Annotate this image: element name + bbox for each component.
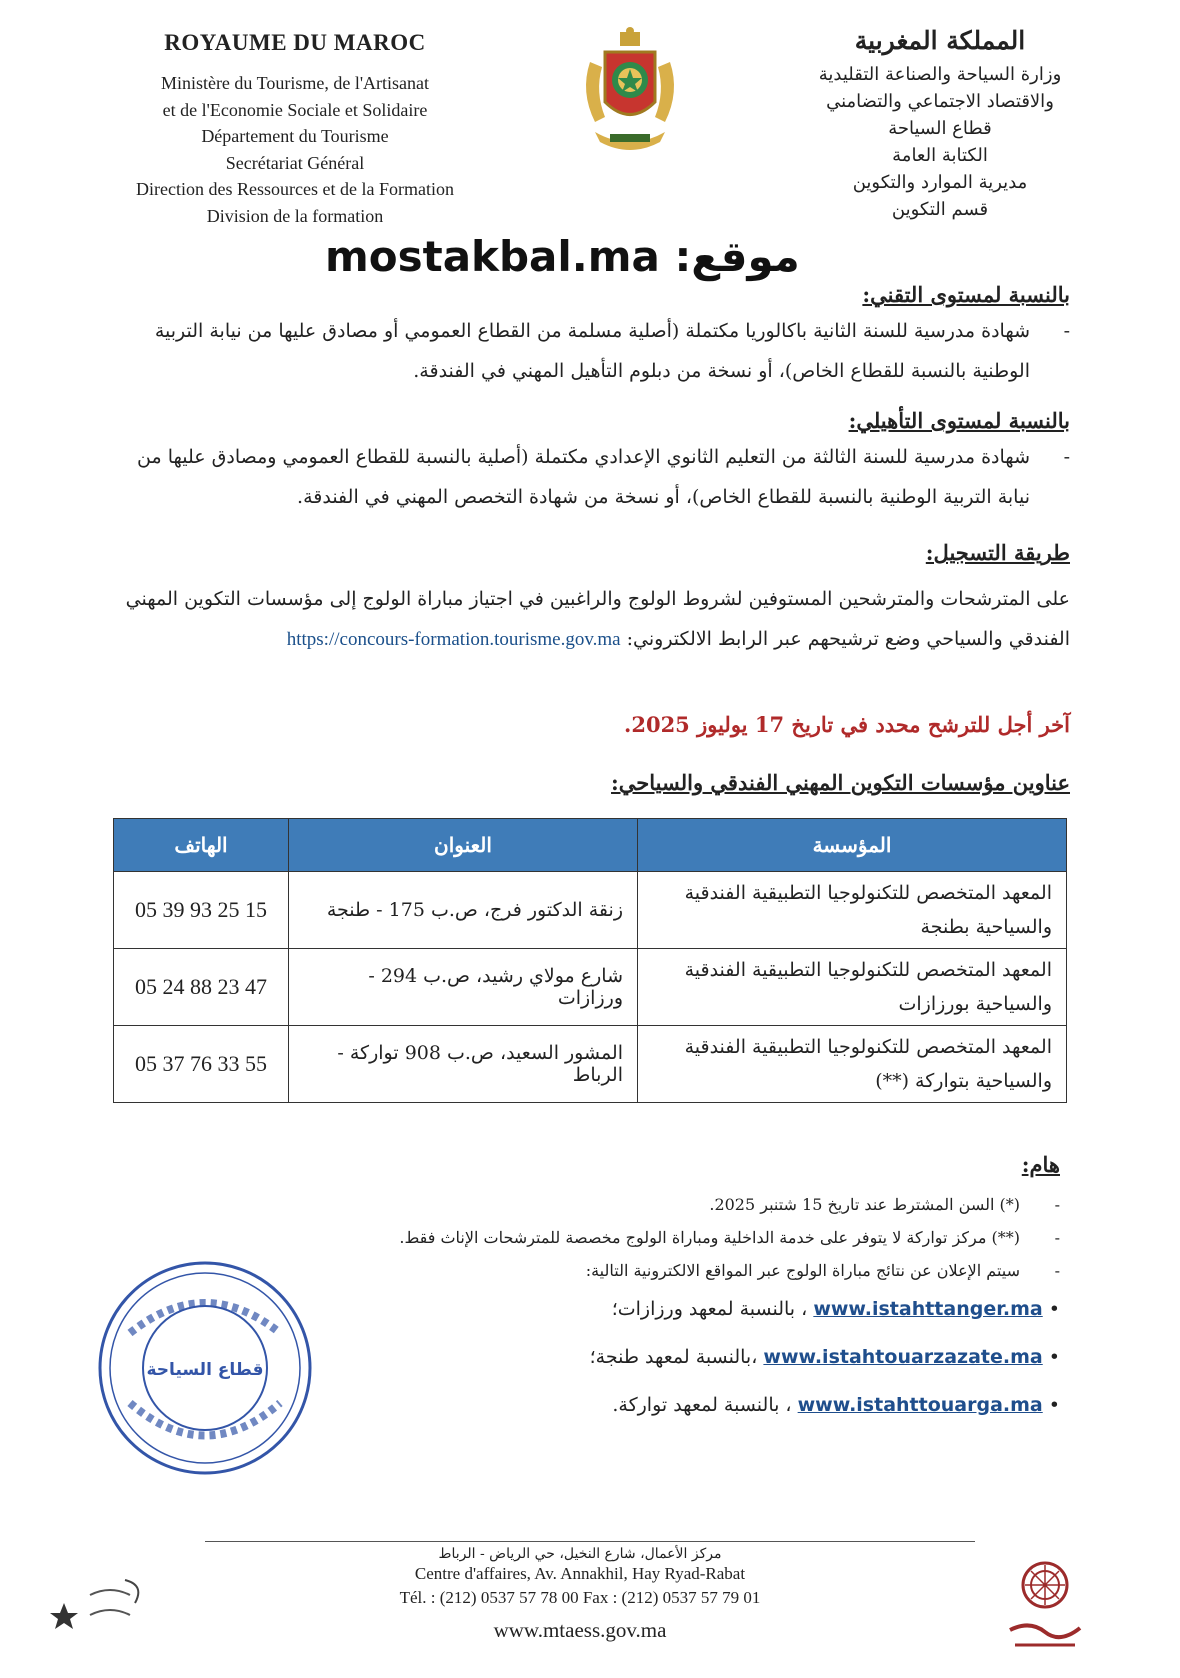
institution-name: المعهد المتخصص للتكنولوجيا التطبيقية الفندقية والسياحية بتواركة (**) <box>638 1026 1067 1103</box>
table-row <box>114 872 1067 949</box>
footer-website[interactable]: www.mtaess.gov.ma <box>493 1618 667 1642</box>
qualification-text: - شهادة مدرسية للسنة الثالثة من التعليم الثانوي الإعدادي مكتملة (أصلية بالنسبة للقطاع العمومي ومصادق عليها من نيابة التربية الوطنية بالنسبة للقطاع الخاص)، أو نسخة من شهادة التخصص المهني في الفندقة. <box>110 437 1070 517</box>
deadline: آخر أجل للترشح محدد في تاريخ 17 يوليوز 2025. <box>624 712 1070 737</box>
footer-address-ar: مركز الأعمال، شارع النخيل، حي الرياض - الرباط <box>438 1546 722 1562</box>
header-ar-line: قطاع السياحة <box>888 118 992 139</box>
official-stamp-icon <box>90 1253 320 1483</box>
bullet-dot: • <box>1048 1394 1060 1416</box>
result-site-label: ،بالنسبة لمعهد طنجة؛ <box>589 1346 758 1368</box>
registration-text: على المترشحات والمترشحين المستوفين لشروط الولوج والراغبين في اجتياز مباراة الولوج إلى مؤسسات التكوين المهني الفندقي والسياحي وضع ترشيحهم عبر الرابط الالكتروني: <box>125 588 1070 650</box>
qualification-section <box>110 408 1070 517</box>
header-ar-line: وزارة السياحة والصناعة التقليدية <box>818 64 1062 85</box>
result-site-label: ، بالنسبة لمعهد ورزازات؛ <box>611 1298 808 1320</box>
qualification-title: بالنسبة لمستوى التأهيلي: <box>848 408 1070 433</box>
bullet-dot: • <box>1048 1298 1060 1320</box>
registration-link[interactable]: https://concours-formation.tourisme.gov.ma <box>286 629 621 650</box>
table-row <box>114 1026 1067 1103</box>
institution-name: المعهد المتخصص للتكنولوجيا التطبيقية الفندقية والسياحية بورزازات <box>638 949 1067 1026</box>
royal-emblem-icon <box>560 22 700 162</box>
result-site-link[interactable]: www.istahttouarga.ma <box>797 1394 1043 1416</box>
footer-phones: Tél. : (212) 0537 57 78 00 Fax : (212) 0537 57 79 01 <box>399 1588 761 1607</box>
footer <box>300 1546 860 1643</box>
header-ar <box>800 26 1080 223</box>
result-site-label: ، بالنسبة لمعهد تواركة. <box>612 1394 792 1416</box>
header-fr-line: Secrétariat Général <box>225 152 365 173</box>
list-item <box>480 1333 1060 1381</box>
technician-title: بالنسبة لمستوى التقني: <box>862 282 1070 307</box>
header-fr-line: Division de la formation <box>206 205 384 226</box>
stamp-center-text: قطاع السياحة <box>146 1360 264 1380</box>
table-header: العنوان <box>289 819 638 872</box>
note-item: - (**) مركز تواركة لا يتوفر على خدمة الداخلية ومباراة الولوج مخصصة للمترشحات الإناث فقط. <box>360 1221 1060 1254</box>
header-ar-line: والاقتصاد الاجتماعي والتضامني <box>826 91 1054 112</box>
site-banner: mostakbal.ma :موقع <box>325 232 800 281</box>
addresses-title: عناوين مؤسسات التكوين المهني الفندقي والسياحي: <box>611 770 1070 795</box>
footer-divider <box>205 1541 975 1542</box>
artisanat-logo-icon <box>50 1575 160 1645</box>
morocco-logo-icon <box>990 1550 1100 1660</box>
notes-title: هام: <box>1021 1152 1060 1177</box>
institution-address: المشور السعيد، ص.ب 908 تواركة - الرباط <box>289 1026 638 1103</box>
result-sites <box>480 1285 1060 1429</box>
institution-phone: 05 24 88 23 47 <box>114 949 289 1026</box>
bullet-dot: • <box>1048 1346 1060 1368</box>
kingdom-fr: ROYAUME DU MAROC <box>164 30 426 55</box>
result-site-link[interactable]: www.istahttanger.ma <box>813 1298 1043 1320</box>
institution-address: زنقة الدكتور فرج، ص.ب 175 - طنجة <box>289 872 638 949</box>
institution-phone: 05 39 93 25 15 <box>114 872 289 949</box>
registration-title: طريقة التسجيل: <box>925 540 1070 565</box>
footer-address-fr: Centre d'affaires, Av. Annakhil, Hay Ryad-Rabat <box>414 1564 746 1583</box>
list-item <box>480 1381 1060 1429</box>
header-ar-line: مديرية الموارد والتكوين <box>852 172 1028 193</box>
list-item <box>480 1285 1060 1333</box>
table-header-row <box>114 819 1067 872</box>
header-ar-line: قسم التكوين <box>891 199 989 220</box>
header-fr-line: Direction des Ressources et de la Formation <box>136 179 454 199</box>
header-fr <box>110 30 480 229</box>
note-item: - سيتم الإعلان عن نتائج مباراة الولوج عبر المواقع الالكترونية التالية: <box>360 1254 1060 1287</box>
institution-name: المعهد المتخصص للتكنولوجيا التطبيقية الفندقية والسياحية بطنجة <box>638 872 1067 949</box>
table-row <box>114 949 1067 1026</box>
note-item: - (*) السن المشترط عند تاريخ 15 شتنبر 2025. <box>360 1188 1060 1221</box>
registration-section <box>110 540 1070 660</box>
header-fr-line: et de l'Economie Sociale et Solidaire <box>162 99 428 120</box>
header-ar-line: الكتابة العامة <box>892 145 988 166</box>
result-site-link[interactable]: www.istahtouarzazate.ma <box>763 1346 1043 1368</box>
table-header: الهاتف <box>114 819 289 872</box>
technician-text: - شهادة مدرسية للسنة الثانية باكالوريا مكتملة (أصلية مسلمة من القطاع العمومي أو مصادق عليها من نيابة التربية الوطنية بالنسبة للقطاع الخاص)، أو نسخة من دبلوم التأهيل المهني في الفندقة. <box>110 311 1070 391</box>
technician-section <box>110 282 1070 391</box>
header-fr-line: Ministère du Tourisme, de l'Artisanat <box>160 73 430 93</box>
institution-phone: 05 37 76 33 55 <box>114 1026 289 1103</box>
institution-address: شارع مولاي رشيد، ص.ب 294 - ورزازات <box>289 949 638 1026</box>
notes-list <box>360 1188 1060 1287</box>
table-header: المؤسسة <box>638 819 1067 872</box>
institutions-table <box>113 818 1067 1103</box>
kingdom-ar: المملكة المغربية <box>854 26 1026 55</box>
header-fr-line: Département du Tourisme <box>201 126 389 146</box>
